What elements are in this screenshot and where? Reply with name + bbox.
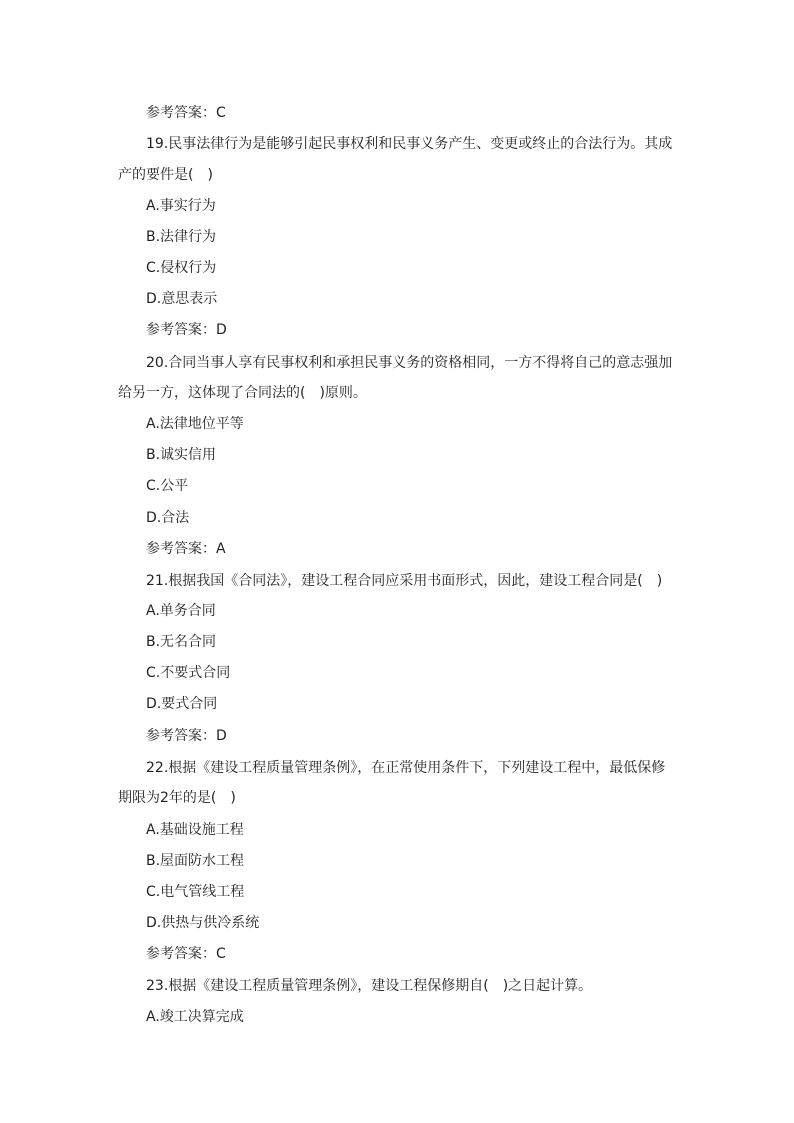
question-21-line-1: 21.根据我国《合同法》，建设工程合同应采用书面形式，因此，建设工程合同是( ): [146, 573, 663, 589]
option-19-b: B.法律行为: [146, 229, 217, 245]
answer-21: 参考答案：D: [146, 728, 227, 744]
question-22-line-1: 22.根据《建设工程质量管理条例》，在正常使用条件下，下列建设工程中，最低保修: [146, 760, 666, 776]
option-22-b: B.屋面防水工程: [146, 853, 245, 869]
question-19-line-2: 产的要件是( ): [118, 167, 213, 183]
question-23-line-1: 23.根据《建设工程质量管理条例》，建设工程保修期自( )之日起计算。: [146, 978, 593, 994]
question-20-line-1: 20.合同当事人享有民事权利和承担民事义务的资格相同，一方不得将自己的意志强加: [146, 355, 673, 371]
option-22-c: C.电气管线工程: [146, 884, 245, 900]
option-20-a: A.法律地位平等: [146, 416, 244, 432]
answer-19: 参考答案：D: [146, 322, 227, 338]
option-20-b: B.诚实信用: [146, 447, 217, 463]
option-22-a: A.基础设施工程: [146, 822, 244, 838]
option-21-d: D.要式合同: [146, 696, 218, 712]
answer-20: 参考答案：A: [146, 541, 226, 557]
question-20-line-2: 给另一方，这体现了合同法的( )原则。: [118, 385, 367, 401]
option-21-c: C.不要式合同: [146, 665, 231, 681]
question-22-line-2: 期限为2年的是( ): [118, 790, 236, 806]
answer-22: 参考答案：C: [146, 946, 226, 962]
option-20-d: D.合法: [146, 510, 190, 526]
option-19-c: C.侵权行为: [146, 260, 217, 276]
option-22-d: D.供热与供冷系统: [146, 915, 260, 931]
option-20-c: C.公平: [146, 478, 189, 494]
question-19-line-1: 19.民事法律行为是能够引起民事权利和民事义务产生、变更或终止的合法行为。其成: [146, 136, 673, 152]
option-19-a: A.事实行为: [146, 198, 216, 214]
option-21-a: A.单务合同: [146, 603, 216, 619]
answer-18: 参考答案：C: [146, 105, 226, 121]
option-19-d: D.意思表示: [146, 291, 218, 307]
option-23-a: A.竣工决算完成: [146, 1009, 244, 1025]
option-21-b: B.无名合同: [146, 634, 217, 650]
